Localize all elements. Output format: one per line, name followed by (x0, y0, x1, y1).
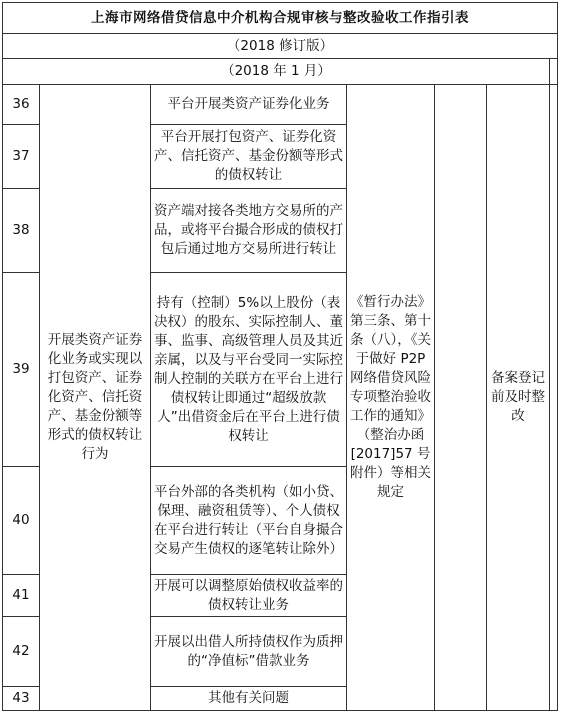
issue-cell: 资产端对接各类地方交易所的产品，或将平台撮合形成的债权打包后通过地方交易所进行转让 (151, 189, 347, 273)
row-number: 42 (3, 617, 40, 687)
title-row (3, 3, 558, 34)
row-number: 39 (3, 273, 40, 467)
edition-label: （2018 修订版） (3, 34, 558, 59)
issue-cell: 其他有关问题 (151, 687, 347, 711)
row-number: 40 (3, 467, 40, 575)
right-edge-cell (550, 85, 558, 711)
date-row-edge-cell (550, 59, 558, 85)
row-number: 37 (3, 125, 40, 189)
table-row (3, 85, 558, 125)
row-number: 43 (3, 687, 40, 711)
issue-cell: 平台开展类资产证券化业务 (151, 85, 347, 125)
edition-row (3, 34, 558, 59)
date-label: （2018 年 1 月） (3, 59, 550, 85)
issue-cell: 开展可以调整原始债权收益率的债权转让业务 (151, 575, 347, 617)
issue-cell: 开展以出借人所持债权作为质押的“净值标”借款业务 (151, 617, 347, 687)
row-number: 38 (3, 189, 40, 273)
guideline-table (2, 2, 558, 711)
table-title: 上海市网络借贷信息中介机构合规审核与整改验收工作指引表 (3, 3, 558, 34)
issue-cell: 平台外部的各类机构（如小贷、保理、融资租赁等）、个人债权在平台进行转让（平台自身撮合交易产生债权的逐笔转让除外） (151, 467, 347, 575)
legal-basis-cell: 《暂行办法》第三条、第十条（八），《关于做好 P2P 网络借贷风险专项整治验收工作的通知》（整治办函[2017]57 号附件）等相关规定 (347, 85, 435, 711)
rectification-measure-cell: 备案登记前及时整改 (487, 85, 550, 711)
row-number: 41 (3, 575, 40, 617)
issue-cell: 持有（控制）5%以上股份（表决权）的股东、实际控制人、董事、监事、高级管理人员及其近亲属，以及与平台受同一实际控制人控制的关联方在平台上进行债权转让即通过“超级放款人”出借资金后在平台上进行债权转让 (151, 273, 347, 467)
issue-cell: 平台开展打包资产、证券化资产、信托资产、基金份额等形式的债权转让 (151, 125, 347, 189)
blank-cell (435, 85, 487, 711)
category-cell: 开展类资产证券化业务或实现以打包资产、证券化资产、信托资产、基金份额等形式的债权转让行为 (40, 85, 151, 711)
date-row (3, 59, 558, 85)
row-number: 36 (3, 85, 40, 125)
